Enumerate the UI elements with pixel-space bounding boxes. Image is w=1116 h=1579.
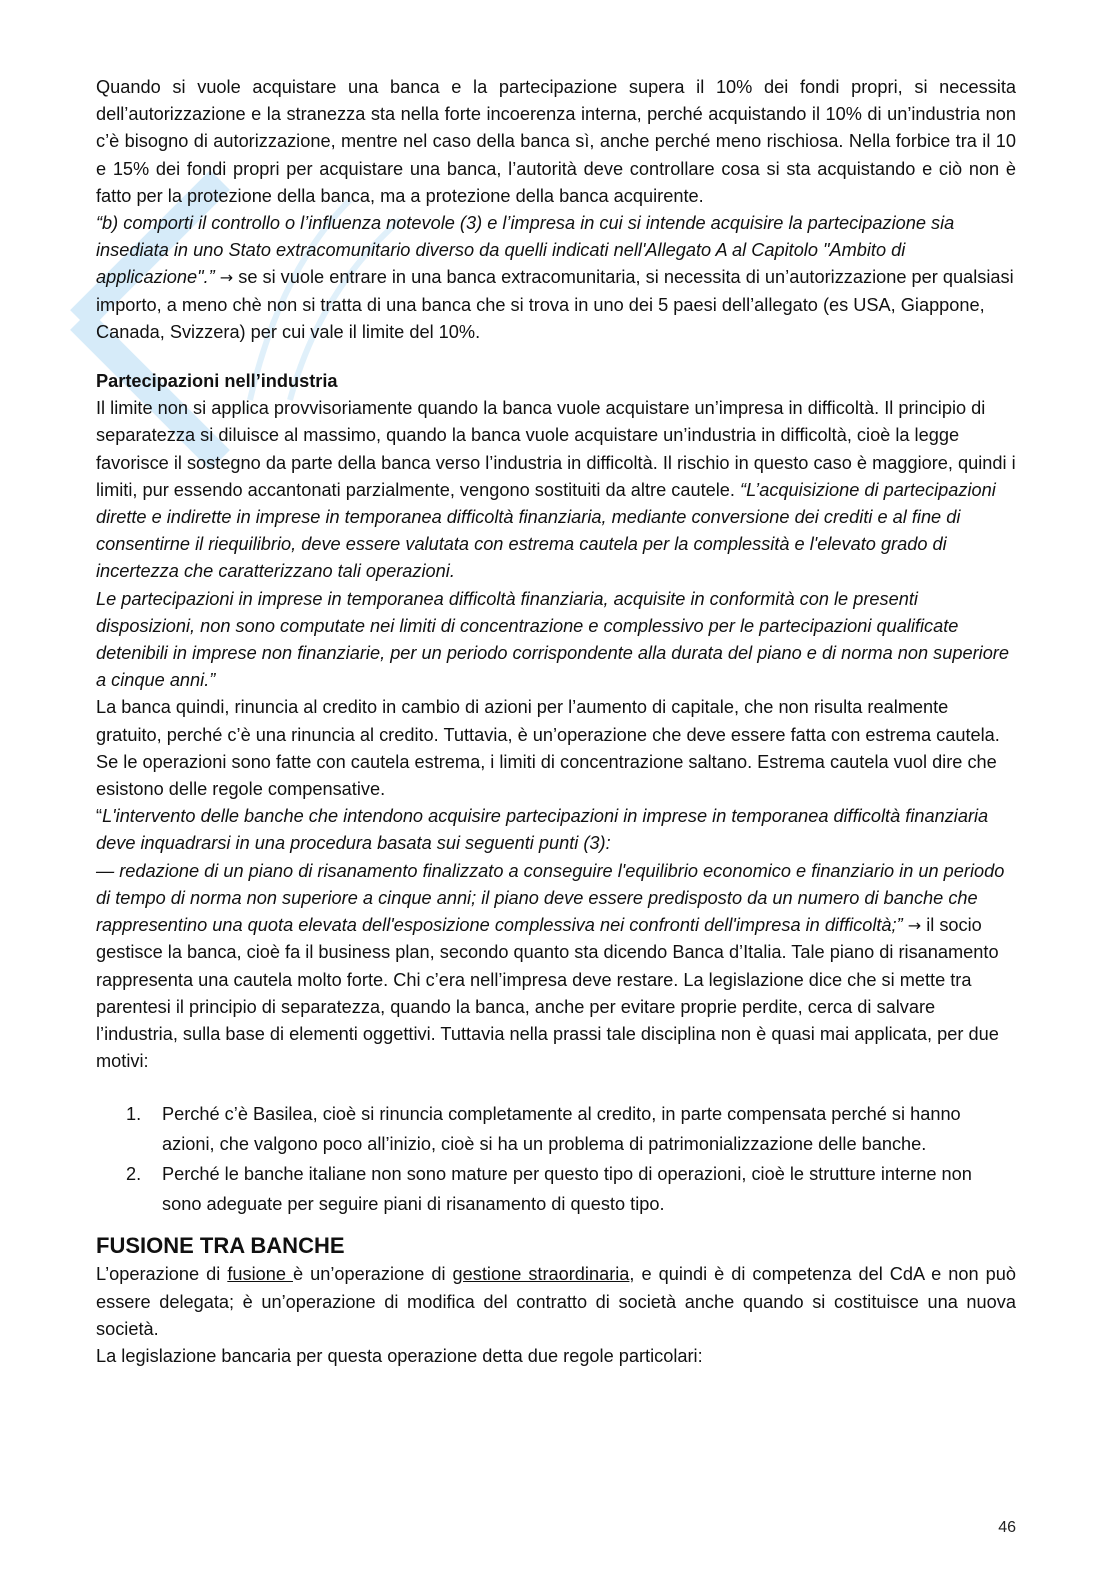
list-item: [126, 1099, 1016, 1159]
paragraph-quote-b: [96, 210, 1016, 346]
list-number: 2.: [126, 1164, 142, 1185]
list-item: [126, 1159, 1016, 1219]
fusione-text-c: , e quindi è di competenza del CdA e non può essere delegata; è un’operazione di modifica del contratto di società anche quando si costituisce una nuova società.: [96, 1264, 1016, 1339]
fusione-text-b: è un’operazione di: [292, 1264, 453, 1285]
industria-quote: “L’acquisizione di partecipazioni dirette e indirette in imprese in temporanea difficoltà finanziaria, mediante conversione dei crediti e al fine di consentirne il riequilibrio, deve essere valutata con estrema cautela per la complessità e l'elevato grado di incertezza che caratterizzano tali operazioni.: [96, 479, 996, 582]
arrow-right-icon: →: [907, 916, 922, 936]
paragraph-quote-intervento: [96, 803, 1016, 857]
list-number: 1.: [126, 1104, 142, 1125]
section-title-fusione: FUSIONE TRA BANCHE: [96, 1233, 345, 1259]
paragraph-industria: [96, 395, 1016, 585]
piano-quote: — redazione di un piano di risanamento finalizzato a conseguire l'equilibrio economico e finanziario in un periodo di tempo di norma non superiore a cinque anni; il piano deve essere predisposto da un numero di banche che rappresentino una quota elevata dell'esposizione complessiva nei confronti dell'impresa in difficoltà;”: [96, 860, 1005, 936]
paragraph-fusione: [96, 1261, 1016, 1343]
heading-partecipazioni-industria: Partecipazioni nell’industria: [96, 371, 338, 392]
quote-open-mark: “: [96, 806, 103, 827]
quote-b-comment: se si vuole entrare in una banca extracomunitaria, si necessita di un’autorizzazione per qualsiasi importo, a meno chè non si tratta di una banca che si trova in uno dei 5 paesi dell’allegato (es USA, Giappone, Canada, Svizzera) per cui vale il limite del 10%.: [96, 267, 1014, 342]
page-number: 46: [998, 1519, 1016, 1536]
paragraph-regole: La legislazione bancaria per questa operazione detta due regole particolari:: [96, 1345, 703, 1366]
fusione-underlined: fusione: [227, 1264, 293, 1285]
fusione-text-a: L’operazione di: [96, 1264, 228, 1285]
quote-b-text: “b) comporti il controllo o l’influenza notevole (3) e l’impresa in cui si intende acquisire la partecipazione sia insediata in uno Stato extracomunitario diverso da quelli indicati nell'Allegato A al Capitolo "Ambito di applicazione".”: [96, 213, 955, 288]
intervento-quote: L'intervento delle banche che intendono acquisire partecipazioni in imprese in temporanea difficoltà finanziaria deve inquadrarsi in una procedura basata sui seguenti punti (3):: [96, 806, 989, 854]
list-text: Perché c’è Basilea, cioè si rinuncia completamente al credito, in parte compensata perché si hanno azioni, che valgono poco all’inizio, cioè si ha un problema di patrimonializzazione delle banche.: [162, 1104, 961, 1155]
piano-comment: il socio gestisce la banca, cioè fa il business plan, secondo quanto sta dicendo Banca d’Italia. Tale piano di risanamento rappresenta una cautela molto forte. Chi c’era nell’impresa deve restare. La legislazione dice che si mette tra parentesi il principio di separatezza, quando la banca, anche per evitare proprie perdite, cerca di salvare l’industria, sulla base di elementi oggettivi. Tuttavia nella prassi tale disciplina non è quasi mai applicata, per due motivi:: [96, 915, 999, 1072]
list-text: Perché le banche italiane non sono mature per questo tipo di operazioni, cioè le strutture interne non sono adeguate per seguire piani di risanamento di questo tipo.: [162, 1164, 972, 1215]
industria-text: Il limite non si applica provvisoriamente quando la banca vuole acquistare un’impresa in difficoltà. Il principio di separatezza si diluisce al massimo, quando la banca vuole acquistare un’industria in difficoltà, cioè la legge favorisce il sostegno da parte della banca verso l’industria in difficoltà. Il rischio in questo caso è maggiore, quindi i limiti, pur essendo accantonati parzialmente, vengono sostituiti da altre cautele.: [96, 398, 1016, 500]
paragraph-piano-risanamento: [96, 858, 1016, 1076]
reasons-list: [96, 1099, 1016, 1219]
paragraph-quote-partecipazioni: Le partecipazioni in imprese in temporanea difficoltà finanziaria, acquisite in conformità con le presenti disposizioni, non sono computate nei limiti di concentrazione e complessivo per le partecipazioni qualificate detenibili in imprese non finanziarie, per un periodo corrispondente alla durata del piano e di norma non superiore a cinque anni.”: [96, 588, 1009, 691]
paragraph-acquisto-banca: Quando si vuole acquistare una banca e la partecipazione supera il 10% dei fondi propri, si necessita dell’autorizzazione e la stranezza sta nella forte incoerenza interna, perché acquistando il 10% di un’industria non c’è bisogno di autorizzazione, mentre nel caso della banca sì, anche perché meno rischiosa. Nella forbice tra il 10 e 15% dei fondi propri per acquistare una banca, l’autorità deve controllare cosa si sta acquistando e ciò non è fatto per la protezione della banca, ma a protezione della banca acquirente.: [96, 77, 1016, 206]
arrow-right-icon: →: [219, 268, 234, 288]
document-page: [96, 74, 1016, 1370]
paragraph-rinuncia-credito: La banca quindi, rinuncia al credito in cambio di azioni per l’aumento di capitale, che non risulta realmente gratuito, perché c’è una rinuncia al credito. Tuttavia, è un’operazione che deve essere fatta con estrema cautela. Se le operazioni sono fatte con cautela estrema, i limiti di concentrazione saltano. Estrema cautela vuol dire che esistono delle regole compensative.: [96, 697, 1000, 800]
gestione-straordinaria-underlined: gestione straordinaria: [452, 1264, 630, 1285]
